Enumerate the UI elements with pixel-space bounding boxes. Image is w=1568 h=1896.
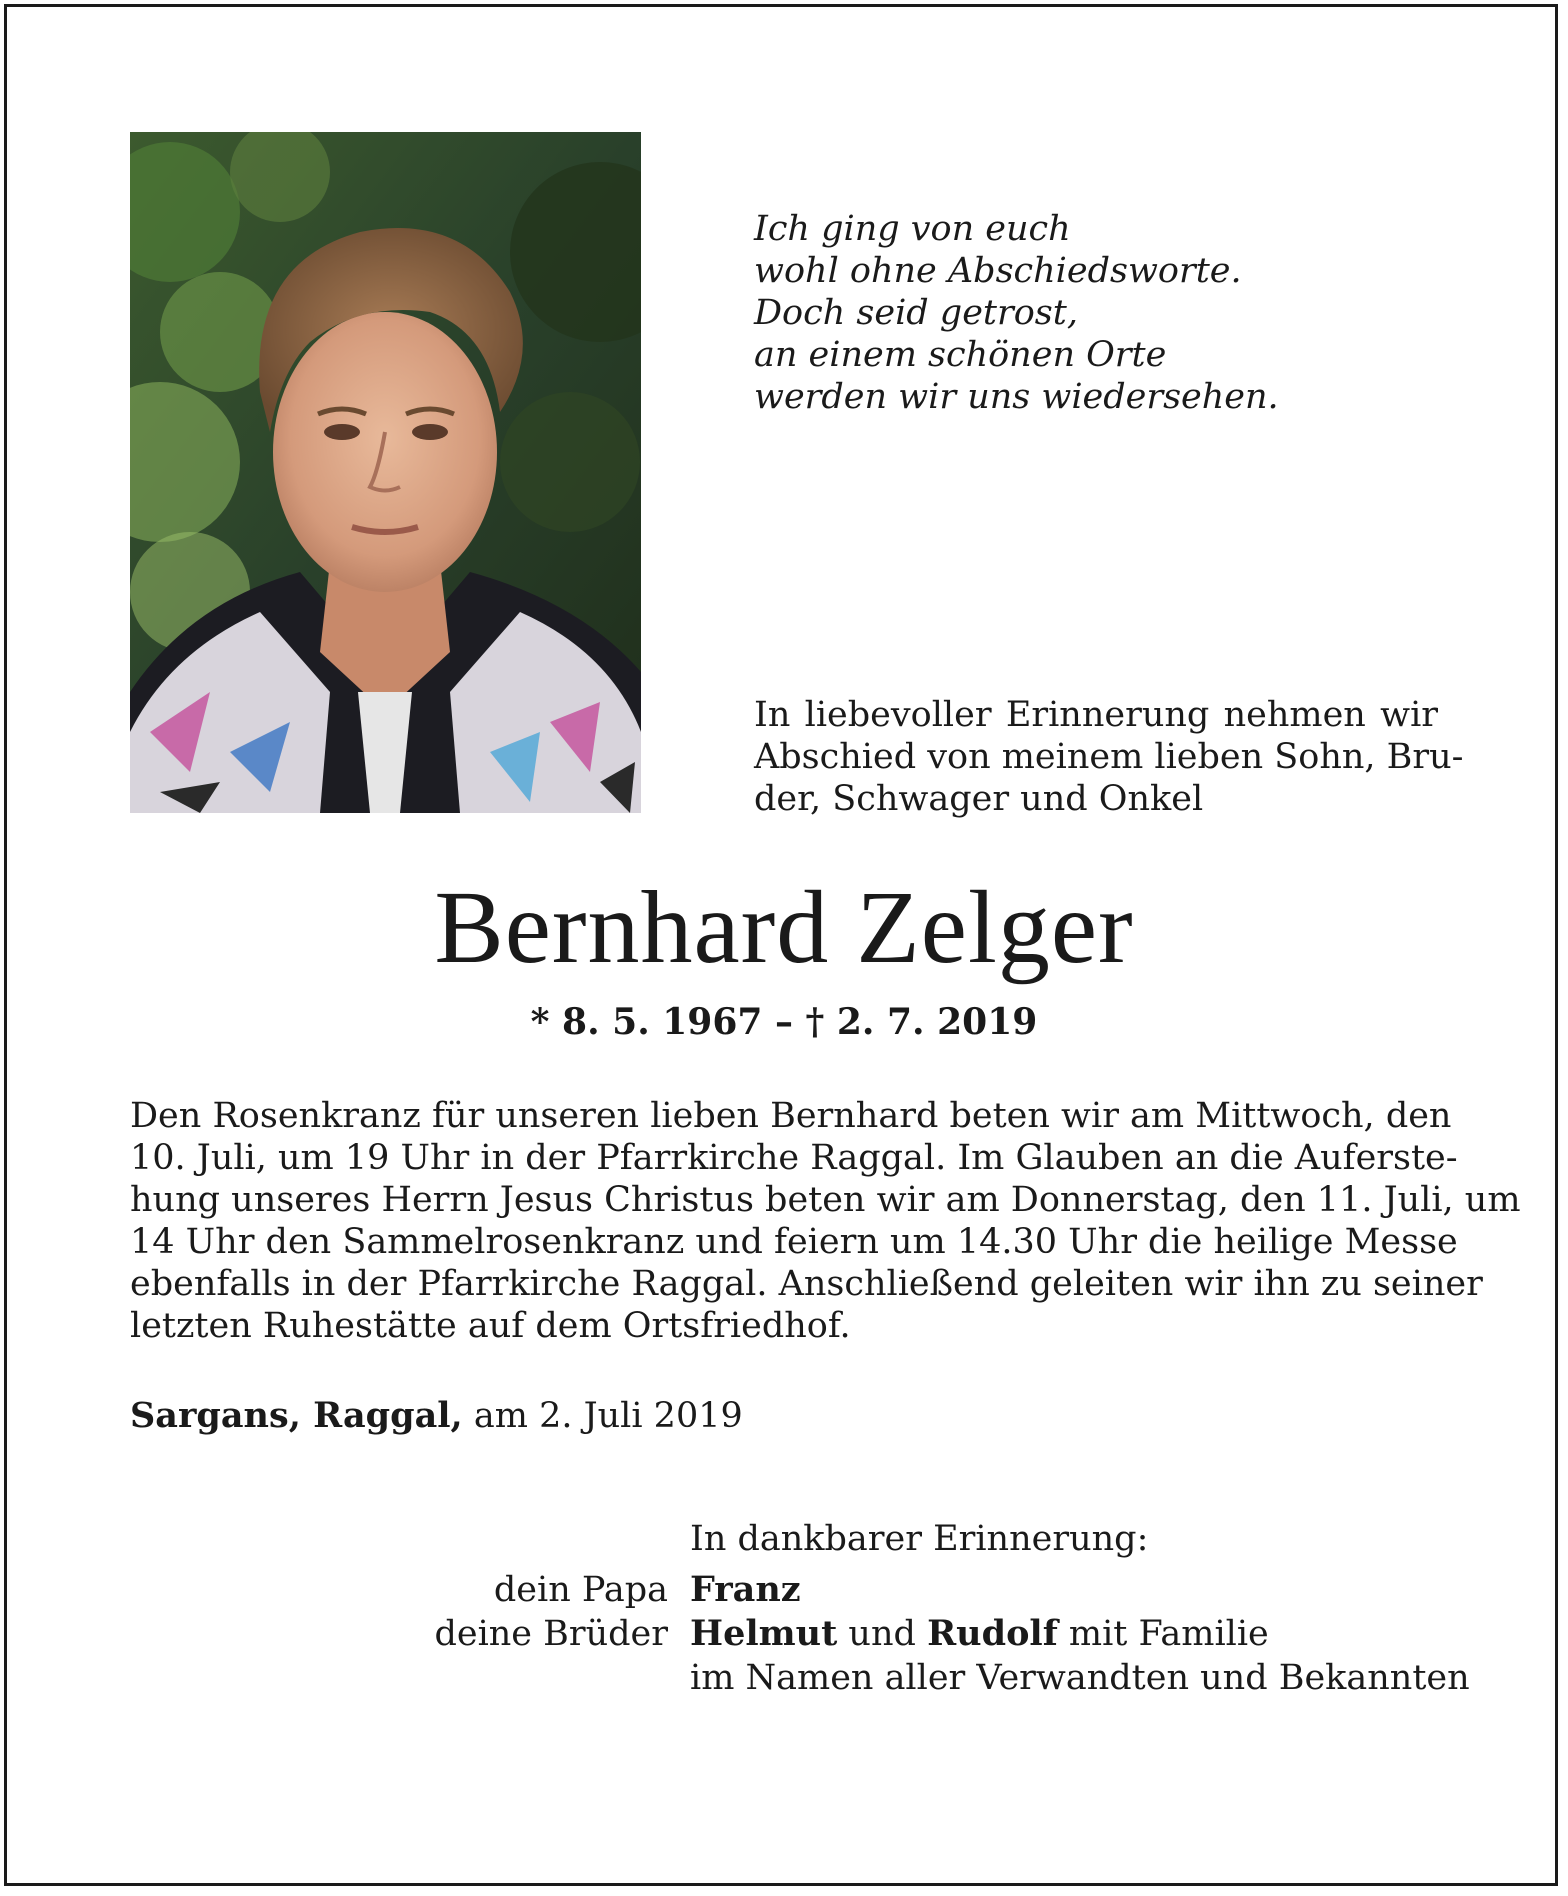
place-and-date bbox=[130, 1395, 743, 1437]
poem bbox=[754, 208, 1454, 418]
thanks-heading: In dankbarer Erinnerung: bbox=[690, 1519, 1149, 1559]
signer-names bbox=[690, 1612, 1269, 1656]
intro-text bbox=[754, 694, 1464, 820]
body-line: letzten Ruhestätte auf dem Ortsfriedhof. bbox=[130, 1306, 851, 1346]
signer-role: dein Papa bbox=[493, 1570, 668, 1610]
intro-line: der, Schwager und Onkel bbox=[754, 779, 1204, 819]
intro-line: In liebevoller Erinnerung nehmen wir bbox=[754, 695, 1438, 735]
signer-row bbox=[0, 1612, 1568, 1656]
poem-line: wohl ohne Abschiedsworte. bbox=[754, 251, 1242, 291]
body-line: 10. Juli, um 19 Uhr in der Pfarrkirche Raggal. Im Glauben an die Auferste- bbox=[130, 1138, 1458, 1178]
poem-line: Ich ging von euch bbox=[754, 209, 1071, 249]
poem-line: werden wir uns wiedersehen. bbox=[754, 377, 1279, 417]
portrait-photo bbox=[130, 132, 641, 813]
signer-name: Franz bbox=[690, 1569, 801, 1610]
deceased-name: Bernhard Zelger bbox=[434, 870, 1134, 985]
place-date: am 2. Juli 2019 bbox=[473, 1396, 743, 1436]
body-line: ebenfalls in der Pfarrkirche Raggal. Anschließend geleiten wir ihn zu seiner bbox=[130, 1264, 1483, 1304]
signer-name: Helmut bbox=[690, 1613, 838, 1654]
poem-line: Doch seid getrost, bbox=[754, 293, 1078, 333]
body-line: Den Rosenkranz für unseren lieben Bernhard beten wir am Mittwoch, den bbox=[130, 1096, 1452, 1136]
intro-line: Abschied von meinem lieben Sohn, Bru- bbox=[754, 737, 1464, 777]
signer-row bbox=[0, 1568, 1568, 1612]
body-line: hung unseres Herrn Jesus Christus beten wir am Donnerstag, den 11. Juli, um bbox=[130, 1180, 1521, 1220]
signer-row bbox=[0, 1656, 1568, 1700]
service-details bbox=[130, 1095, 1521, 1347]
signer-names bbox=[690, 1568, 801, 1612]
signer-name: Rudolf bbox=[927, 1613, 1058, 1654]
place-locations: Sargans, Raggal, bbox=[130, 1395, 463, 1436]
signer-conjunction: und bbox=[848, 1614, 916, 1654]
poem-line: an einem schönen Orte bbox=[754, 335, 1167, 375]
signer-role: deine Brüder bbox=[434, 1614, 668, 1654]
signer-suffix: mit Familie bbox=[1068, 1614, 1269, 1654]
signer-closing: im Namen aller Verwandten und Bekannten bbox=[690, 1658, 1470, 1698]
signers bbox=[0, 1568, 1568, 1700]
body-line: 14 Uhr den Sammelrosenkranz und feiern um 14.30 Uhr die heilige Messe bbox=[130, 1222, 1458, 1262]
life-dates: * 8. 5. 1967 – † 2. 7. 2019 bbox=[530, 1001, 1038, 1043]
